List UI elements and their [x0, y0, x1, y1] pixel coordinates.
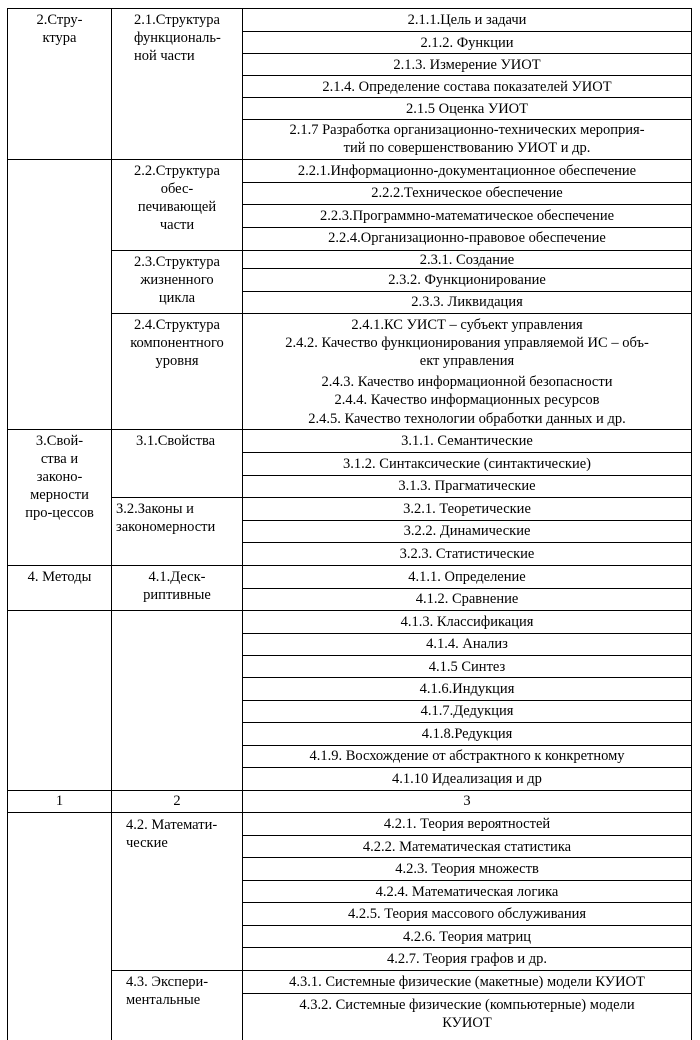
list-item: 4.1.6.Индукция [419, 681, 515, 697]
row-divider [242, 475, 692, 476]
row-divider [242, 53, 692, 54]
section-label-methods: 4. Методы [27, 569, 92, 585]
list-item: 4.1.4. Анализ [426, 636, 508, 652]
section-label-structure: 2.Стру- ктура [36, 12, 83, 46]
column-number-3: 3 [463, 793, 471, 809]
column-number-1: 1 [55, 793, 64, 809]
list-item: 3.2.2. Динамические [403, 523, 531, 539]
list-item: 4.1.8.Редукция [421, 726, 513, 742]
row-divider [242, 947, 692, 948]
section-label-properties: 3.Свой- ства и законо- мерности про-цессов [25, 433, 94, 521]
list-item: 4.2.6. Теория матриц [403, 929, 531, 945]
row-divider [242, 119, 692, 120]
subsection-label-support: 2.2.Структура обес- печивающей части [134, 163, 220, 233]
subsection-label-experimental: 4.3. Экспери- ментальные [126, 974, 209, 1008]
row-divider [242, 722, 692, 723]
row-divider [242, 31, 692, 32]
list-item: 4.2.3. Теория множеств [395, 861, 539, 877]
list-item: 3.2.1. Теоретические [403, 501, 531, 517]
list-item: 2.4.4. Качество информационных ресурсов [334, 392, 600, 408]
list-item: 4.1.10 Идеализация и др [392, 771, 542, 787]
list-item: 2.2.4.Организационно-правовое обеспечение [328, 230, 606, 246]
row-divider [242, 767, 692, 768]
list-item: 3.2.3. Статистические [399, 546, 535, 562]
list-item: 2.2.1.Информационно-документационное обеспечение [297, 163, 637, 179]
section-divider [7, 812, 692, 813]
row-divider [242, 993, 692, 994]
subsection-label-math: 4.2. Математи- ческие [126, 817, 218, 851]
subsection-divider [111, 970, 692, 971]
list-item: 2.1.2. Функции [420, 35, 514, 51]
list-item: 3.1.3. Прагматические [398, 478, 536, 494]
list-item: 2.3.1. Создание [419, 252, 515, 268]
list-item: 2.3.3. Ликвидация [411, 294, 523, 310]
list-item: 4.2.5. Теория массового обслуживания [347, 906, 587, 922]
row-divider [242, 182, 692, 183]
subsection-label-lifecycle: 2.3.Структура жизненного цикла [134, 254, 220, 306]
list-item: 2.1.4. Определение состава показателей УИОТ [322, 79, 612, 95]
subsection-label-descriptive: 4.1.Деск- риптивные [143, 569, 211, 603]
list-item: 2.1.7 Разработка организационно-технических мероприя- тий по совершенствованию УИОТ и др. [289, 122, 645, 156]
row-divider [242, 857, 692, 858]
table-border-left [7, 8, 8, 1040]
list-item: 3.1.1. Семантические [401, 433, 533, 449]
row-divider [242, 745, 692, 746]
list-item: 4.2.4. Математическая логика [375, 884, 559, 900]
list-item: 3.1.2. Синтаксические (синтактические) [343, 456, 591, 472]
subsection-label-laws: 3.2.Законы и закономерности [116, 501, 216, 535]
list-item: 4.2.1. Теория вероятностей [383, 816, 551, 832]
column-number-2: 2 [173, 793, 181, 809]
row-divider [242, 902, 692, 903]
subsection-label-props: 3.1.Свойства [136, 433, 216, 449]
row-divider [242, 520, 692, 521]
list-item: 4.1.5 Синтез [428, 659, 506, 675]
list-item: 4.3.2. Системные физические (компьютерные) модели КУИОТ [299, 997, 635, 1031]
list-item: 4.3.1. Системные физические (макетные) модели КУИОТ [289, 974, 645, 990]
list-item: 4.1.9. Восхождение от абстрактного к конкретному [309, 748, 625, 764]
table-border-top [7, 8, 692, 9]
section-divider [7, 790, 692, 791]
list-item: 4.1.3. Классификация [400, 614, 534, 630]
list-item: 4.2.2. Математическая статистика [362, 839, 572, 855]
section-divider [7, 610, 692, 611]
list-item: 4.1.7.Дедукция [420, 703, 514, 719]
section-divider [7, 565, 692, 566]
row-divider [242, 880, 692, 881]
list-item: 2.1.3. Измерение УИОТ [393, 57, 541, 73]
list-item: 2.4.2. Качество функционирования управляемой ИС – объ- ект управления [285, 335, 649, 369]
subsection-divider [111, 313, 692, 314]
row-divider [242, 227, 692, 228]
list-item: 4.2.7. Теория графов и др. [387, 951, 547, 967]
list-item: 2.4.5. Качество технологии обработки данных и др. [308, 411, 626, 427]
row-divider [242, 75, 692, 76]
subsection-divider [111, 497, 692, 498]
row-divider [242, 655, 692, 656]
row-divider [242, 452, 692, 453]
row-divider [242, 700, 692, 701]
list-item: 2.2.3.Программно-математическое обеспечение [319, 208, 615, 224]
subsection-label-functional: 2.1.Структура функциональ- ной части [134, 12, 221, 64]
row-divider [242, 835, 692, 836]
list-item: 4.1.2. Сравнение [415, 591, 519, 607]
list-item: 2.2.2.Техническое обеспечение [371, 185, 563, 201]
table-border-right [691, 8, 692, 1040]
list-item: 2.1.5 Оценка УИОТ [405, 101, 528, 117]
row-divider [242, 677, 692, 678]
row-divider [242, 97, 692, 98]
section-divider [7, 159, 692, 160]
subsection-label-component: 2.4.Структура компонентного уровня [130, 317, 224, 369]
list-item: 2.1.1.Цель и задачи [407, 12, 527, 28]
list-item: 2.3.2. Функционирование [388, 272, 546, 288]
row-divider [242, 542, 692, 543]
row-divider [242, 633, 692, 634]
list-item: 2.4.1.КС УИСТ – субъект управления [351, 317, 583, 333]
row-divider [242, 925, 692, 926]
section-divider [7, 429, 692, 430]
row-divider [242, 588, 692, 589]
row-divider [242, 204, 692, 205]
row-divider [242, 291, 692, 292]
list-item: 2.4.3. Качество информационной безопасности [321, 374, 613, 390]
list-item: 4.1.1. Определение [408, 569, 526, 585]
